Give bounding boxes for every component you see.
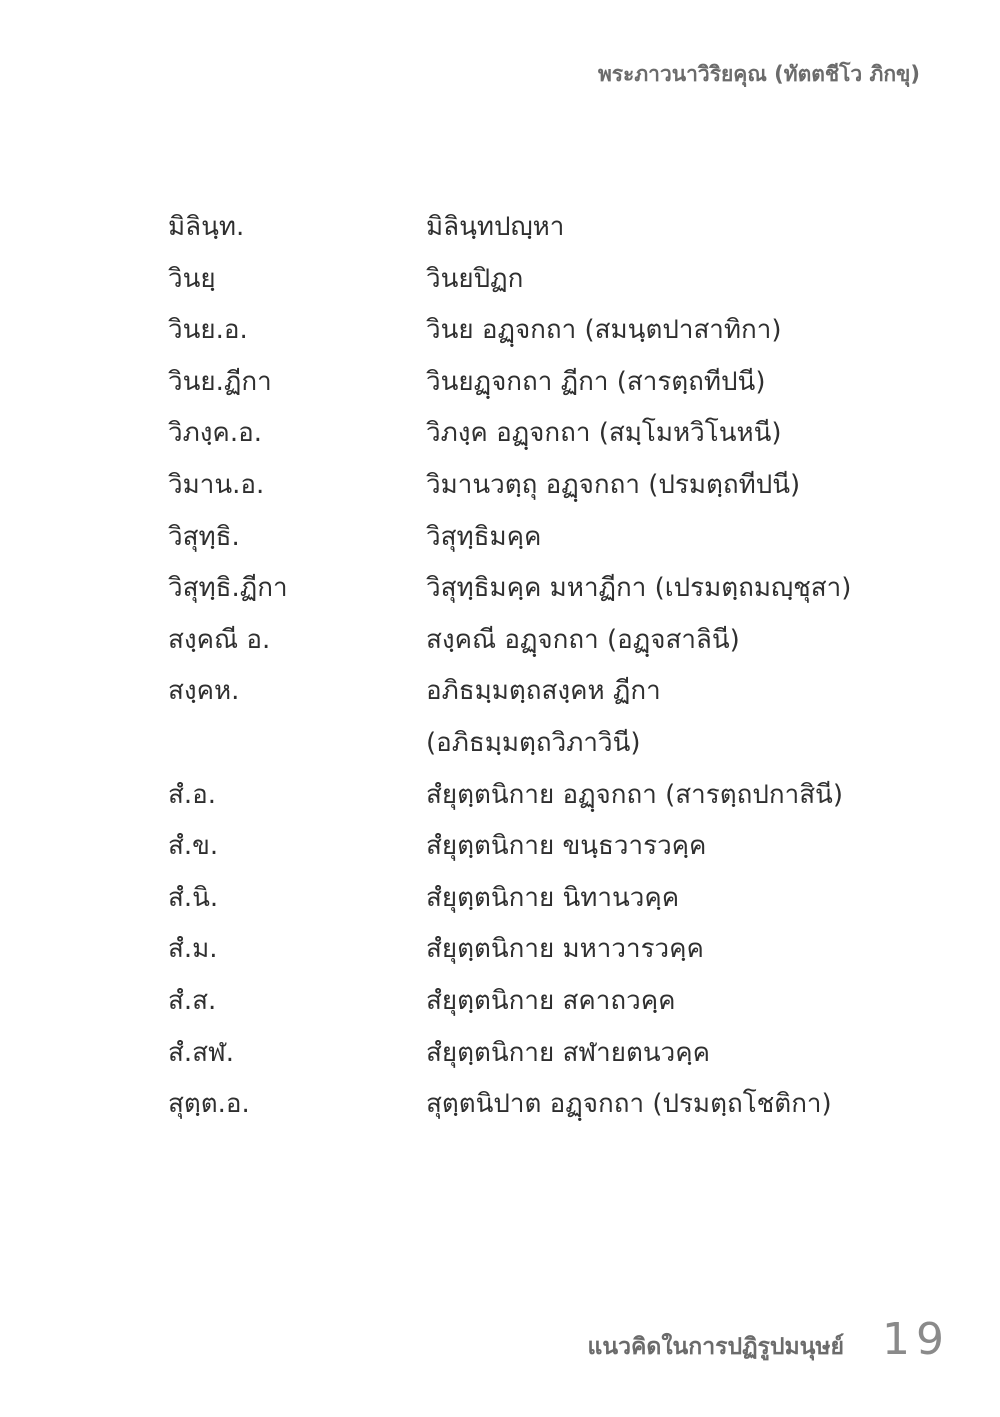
abbreviation-term: สงฺคณี อ.: [168, 624, 271, 655]
footer-book-title: แนวคิดในการปฏิรูปมนุษย์: [587, 1334, 844, 1360]
abbreviation-row: [168, 770, 928, 822]
abbreviation-definition: [426, 305, 928, 357]
abbreviation-definition: [426, 873, 928, 925]
definition-line: วิสุทฺธิมคฺค มหาฏีกา (เปรมตฺถมญฺชุสา): [426, 573, 852, 604]
abbreviation-term: สํ.ส.: [168, 985, 217, 1016]
definition-line: (อภิธมฺมตฺถวิภาวินี): [426, 727, 641, 758]
definition-line: วิสุทฺธิมคฺค: [426, 521, 542, 552]
abbreviation-row: [168, 254, 928, 306]
definition-line: สํยุตฺตนิกาย มหาวารวคฺค: [426, 934, 704, 965]
abbreviation-definition: [426, 976, 928, 1028]
abbreviation-term: สํ.อ.: [168, 779, 217, 810]
abbreviation-term: สุตฺต.อ.: [168, 1089, 250, 1120]
definition-line: วินยปิฏก: [426, 263, 524, 294]
abbreviation-row: [168, 1079, 928, 1131]
abbreviation-term: มิลินฺท.: [168, 212, 245, 242]
abbreviation-term: สํ.นิ.: [168, 882, 219, 913]
abbreviation-row: [168, 512, 928, 564]
abbreviation-term: สํ.ข.: [168, 831, 219, 862]
definition-line: วิภงฺค อฏฺจกถา (สมฺโมหวิโนหนี): [426, 418, 782, 449]
abbreviation-list: [168, 202, 928, 1131]
abbreviation-term: วินยฺ: [168, 263, 216, 294]
abbreviation-definition: [426, 770, 928, 822]
definition-line: อภิธมฺมตฺถสงฺคห ฏีกา: [426, 676, 661, 707]
definition-line: วินยฏฺจกถา ฏีกา (สารตฺถทีปนี): [426, 366, 766, 397]
running-footer: [588, 1314, 950, 1365]
definition-line: สํยุตฺตนิกาย สคาถวคฺค: [426, 985, 676, 1016]
abbreviation-row: [168, 976, 928, 1028]
abbreviation-term: วินย.อ.: [168, 315, 248, 346]
definition-line: วิมานวตฺถุ อฏฺจกถา (ปรมตฺถทีปนี): [426, 469, 801, 500]
definition-line: มิลินฺทปญฺหา: [426, 212, 565, 242]
abbreviation-row: [168, 563, 928, 615]
definition-line: สํยุตฺตนิกาย ขนฺธวารวคฺค: [426, 831, 707, 862]
abbreviation-definition: [426, 512, 928, 564]
abbreviation-term: วิภงฺค.อ.: [168, 418, 262, 449]
abbreviation-term: สงฺคห.: [168, 676, 240, 707]
abbreviation-definition: [426, 254, 928, 306]
abbreviation-definition: [426, 1079, 928, 1131]
abbreviation-row: [168, 821, 928, 873]
abbreviation-row: [168, 305, 928, 357]
abbreviation-row: [168, 202, 928, 254]
abbreviation-row: [168, 666, 928, 769]
abbreviation-row: [168, 615, 928, 667]
running-header-author: พระภาวนาวิริยคุณ (ทัตตชีโว ภิกขุ): [597, 62, 920, 86]
definition-line: วินย อฏฺจกถา (สมนฺตปาสาทิกา): [426, 315, 782, 346]
abbreviation-row: [168, 408, 928, 460]
abbreviation-definition: [426, 202, 928, 254]
abbreviation-term: สํ.สฬ.: [168, 1037, 235, 1068]
abbreviation-row: [168, 873, 928, 925]
abbreviation-row: [168, 357, 928, 409]
abbreviation-definition: [426, 408, 928, 460]
abbreviation-term: สํ.ม.: [168, 934, 218, 965]
abbreviation-row: [168, 460, 928, 512]
abbreviation-definition: [426, 460, 928, 512]
abbreviation-definition: [426, 821, 928, 873]
abbreviation-definition: [426, 615, 928, 667]
abbreviation-definition: [426, 357, 928, 409]
definition-line: สุตฺตนิปาต อฏฺจกถา (ปรมตฺถโชติกา): [426, 1089, 832, 1120]
abbreviation-term: วินย.ฏีกา: [168, 366, 272, 397]
abbreviation-definition: [426, 666, 928, 769]
abbreviation-term: วิมาน.อ.: [168, 469, 265, 500]
abbreviation-definition: [426, 563, 928, 615]
abbreviation-term: วิสุทฺธิ.: [168, 521, 240, 552]
page-number: 19: [882, 1314, 950, 1365]
abbreviation-term: วิสุทฺธิ.ฏีกา: [168, 573, 288, 604]
abbreviation-definition: [426, 924, 928, 976]
definition-line: สํยุตฺตนิกาย สฬายตนวคฺค: [426, 1037, 711, 1068]
definition-line: สํยุตฺตนิกาย อฏฺจกถา (สารตฺถปกาสินี): [426, 779, 843, 810]
abbreviation-definition: [426, 1028, 928, 1080]
abbreviation-row: [168, 924, 928, 976]
definition-line: สํยุตฺตนิกาย นิทานวคฺค: [426, 882, 680, 913]
abbreviation-row: [168, 1028, 928, 1080]
definition-line: สงฺคณี อฏฺจกถา (อฏฺจสาลินี): [426, 624, 740, 655]
